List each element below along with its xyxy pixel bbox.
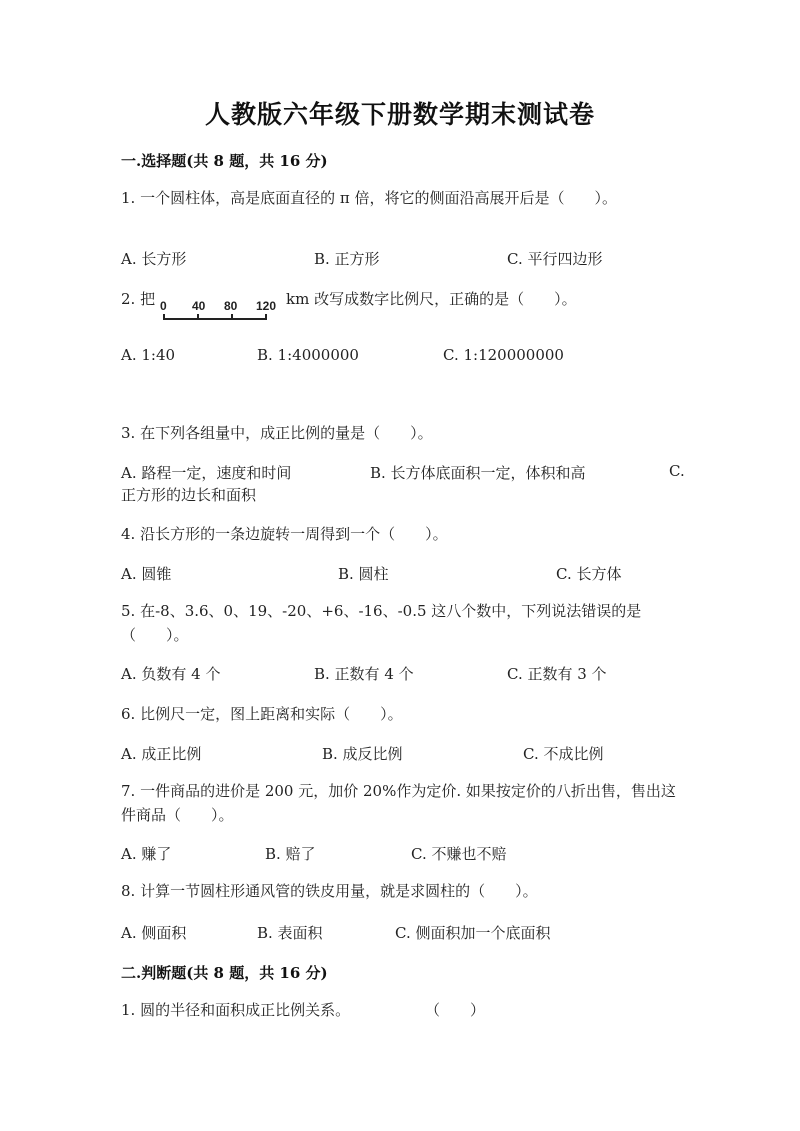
- question-3: 3. 在下列各组量中，成正比例的量是（ ）。: [121, 424, 433, 442]
- q1-option-a: A. 长方形: [121, 250, 187, 268]
- q7-option-c: C. 不赚也不赔: [411, 845, 507, 863]
- q5-option-c: C. 正数有 3 个: [507, 665, 607, 683]
- q3-option-a: A. 路程一定，速度和时间: [121, 464, 292, 482]
- q6-option-a: A. 成正比例: [121, 745, 202, 763]
- section-heading-choice: 一.选择题(共 8 题，共 16 分): [121, 152, 328, 170]
- q8-option-a: A. 侧面积: [121, 924, 187, 942]
- scale-tick-label: 40: [192, 299, 206, 313]
- q3-option-c-label: C.: [669, 462, 685, 480]
- q2-option-b: B. 1:4000000: [257, 346, 359, 364]
- q4-option-a: A. 圆锥: [121, 565, 172, 583]
- question-7: 7. 一件商品的进价是 200 元，加价 20%作为定价. 如果按定价的八折出售，售出这件商品（ ）。: [121, 782, 676, 824]
- q3-option-b: B. 长方体底面积一定，体积和高: [370, 464, 586, 482]
- q5-option-b: B. 正数有 4 个: [314, 665, 414, 683]
- q4-option-c: C. 长方体: [556, 565, 622, 583]
- scale-tick-label: 80: [224, 299, 238, 313]
- question-8: 8. 计算一节圆柱形通风管的铁皮用量，就是求圆柱的（ ）。: [121, 882, 538, 900]
- question-1: 1. 一个圆柱体，高是底面直径的 π 倍，将它的侧面沿高展开后是（ ）。: [121, 189, 617, 207]
- q8-option-b: B. 表面积: [257, 924, 323, 942]
- q2-option-c: C. 1:120000000: [443, 346, 564, 364]
- scale-bar-graphic: [158, 297, 288, 323]
- q2-option-a: A. 1:40: [121, 346, 176, 364]
- question-4: 4. 沿长方形的一条边旋转一周得到一个（ ）。: [121, 525, 448, 543]
- q7-option-b: B. 赔了: [265, 845, 316, 863]
- q3-option-c-text: 正方形的边长和面积: [121, 486, 257, 504]
- question-2-text: km 改写成数字比例尺，正确的是（ ）。: [286, 290, 577, 308]
- judge-question-1: 1. 圆的半径和面积成正比例关系。: [121, 1001, 351, 1019]
- judge-question-1-blank: （ ）: [425, 1001, 486, 1019]
- page-title: 人教版六年级下册数学期末测试卷: [204, 100, 595, 129]
- question-2-prefix: 2. 把: [121, 290, 156, 308]
- q4-option-b: B. 圆柱: [338, 565, 389, 583]
- section-heading-judge: 二.判断题(共 8 题，共 16 分): [121, 964, 328, 982]
- q7-option-a: A. 赚了: [121, 845, 172, 863]
- q5-option-a: A. 负数有 4 个: [121, 665, 221, 683]
- question-5: 5. 在-8、3.6、0、19、-20、+6、-16、-0.5 这八个数中，下列说法错误的是（ ）。: [121, 602, 642, 644]
- question-6: 6. 比例尺一定，图上距离和实际（ ）。: [121, 705, 403, 723]
- q1-option-c: C. 平行四边形: [507, 250, 603, 268]
- scale-tick-label: 120: [256, 299, 277, 313]
- scale-tick-label: 0: [160, 299, 167, 313]
- q6-option-b: B. 成反比例: [322, 745, 403, 763]
- q1-option-b: B. 正方形: [314, 250, 380, 268]
- scale-bar: [158, 297, 288, 323]
- q8-option-c: C. 侧面积加一个底面积: [395, 924, 551, 942]
- q6-option-c: C. 不成比例: [523, 745, 604, 763]
